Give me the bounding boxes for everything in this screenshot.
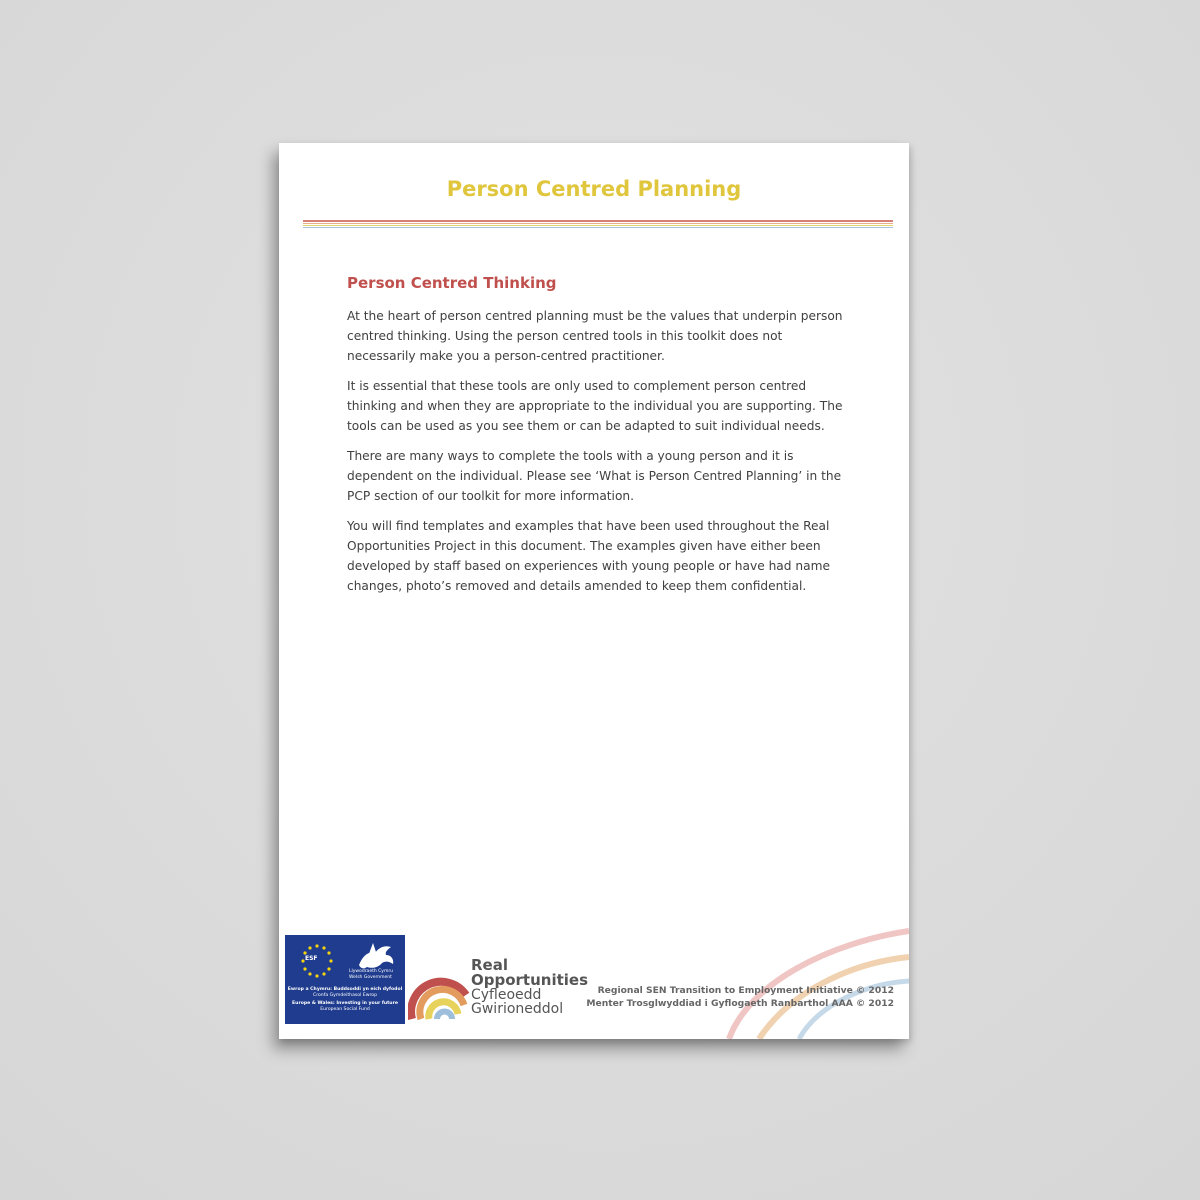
header-rule-orange bbox=[303, 223, 893, 224]
paragraph: It is essential that these tools are only used to complement person centred thinking and when they are appropriate to the individual you are supporting. The tools can be used as you see them or can be adapted to suit individual needs. bbox=[347, 379, 843, 433]
paragraph: You will find templates and examples that have been used throughout the Real Opportunities Project in this document. The examples given have either been developed by staff based on experiences with young people or have had name changes, photo’s removed and details amended to keep them confidential. bbox=[347, 519, 830, 593]
eu-text: Ewrop a Chymru: Buddsoddi yn eich dyfodol bbox=[287, 987, 403, 992]
decorative-arcs bbox=[719, 923, 909, 1039]
copyright-welsh: Menter Trosglwyddiad i Gyflogaeth Ranbarthol AAA © 2012 bbox=[586, 998, 894, 1009]
esf-label: ESF bbox=[305, 955, 318, 962]
eu-text: Cronfa Gymdeithasol Ewrop bbox=[312, 993, 378, 998]
section-heading: Person Centred Thinking bbox=[347, 274, 557, 292]
gov-text: Llywodraeth Cymru Welsh Government bbox=[349, 969, 394, 980]
rainbow-logo-icon bbox=[408, 959, 470, 1021]
brand-line: Real bbox=[471, 956, 508, 974]
page-title: Person Centred Planning bbox=[446, 177, 742, 201]
brand-line: Opportunities bbox=[471, 971, 589, 989]
body-text bbox=[347, 306, 847, 606]
paragraph: There are many ways to complete the tools with a young person and it is dependent on the individual. Please see ‘What is Person Centred Planning’ in the PCP section of our toolkit for more information. bbox=[347, 449, 842, 503]
copyright-english: Regional SEN Transition to Employment Initiative © 2012 bbox=[597, 985, 894, 996]
paragraph: At the heart of person centred planning must be the values that underpin person centred thinking. Using the person centred tools in this toolkit does not necessarily make you a person-centred practitioner. bbox=[347, 309, 843, 363]
header-rule-red bbox=[303, 220, 893, 222]
eu-text: European Social Fund bbox=[320, 1007, 370, 1012]
header-rule-blue bbox=[303, 227, 893, 228]
brand-line: Gwirioneddol bbox=[471, 1001, 564, 1017]
brand-line: Cyfleoedd bbox=[471, 987, 542, 1003]
document-page bbox=[279, 143, 909, 1039]
header-rule-yellow bbox=[303, 225, 893, 226]
eu-text: Europe & Wales: Investing in your future bbox=[292, 1001, 398, 1006]
eu-esf-logo bbox=[285, 935, 405, 1024]
